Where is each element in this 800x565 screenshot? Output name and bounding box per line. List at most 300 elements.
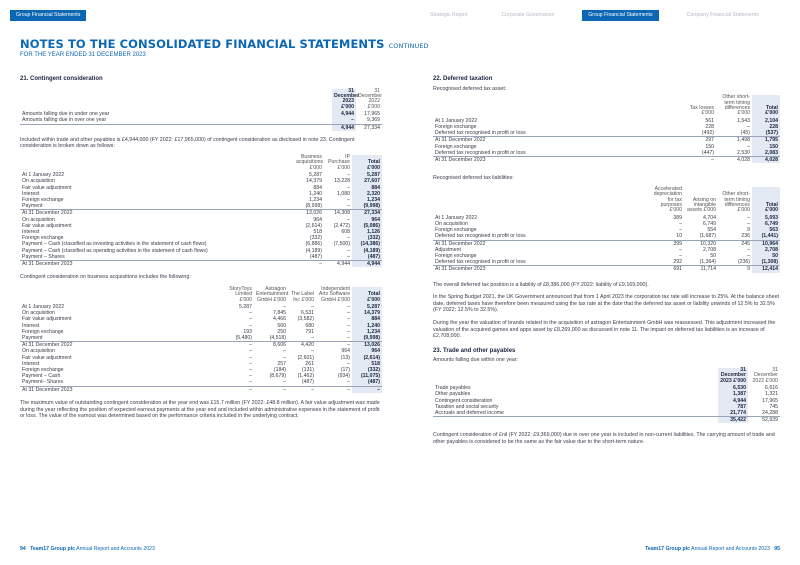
- note-22-para-2: In the Spring Budget 2021, the UK Government announced that from 1 April 2023 the corporation tax rate will increase to 25%. At the balance sheet date, deferred taxes have therefore been measured using the tax rate at the date that the deferred tax asset or liability unwinds of 12.5% to 32.5% (FY 2022: 12.5% to 32.5%).: [433, 294, 779, 314]
- contingent-breakdown-table: [20, 155, 382, 267]
- cell-value: (5,086): [352, 223, 382, 229]
- cell-value: 150: [705, 143, 714, 150]
- nav-group-financial-statements[interactable]: Group Financial Statements: [582, 10, 658, 21]
- cell-value: (13): [340, 354, 350, 361]
- column-header: Business acquisitions £'000: [296, 153, 324, 171]
- column-header: [20, 155, 294, 172]
- cell-value: 691: [648, 266, 684, 273]
- cell-value: 964: [352, 348, 382, 354]
- note-21: [20, 76, 382, 420]
- cell-value: –: [254, 386, 288, 393]
- cell-value: (332): [352, 367, 382, 373]
- row-label: At 1 January 2022: [435, 117, 478, 124]
- footer-left-page: 94: [20, 546, 26, 552]
- deferred-tax-liabilities-table: [433, 187, 780, 273]
- row-label: Deferred tax recognised in profit or loss: [435, 149, 526, 156]
- cell-value: 884: [352, 185, 382, 191]
- cell-value: 228: [705, 123, 714, 130]
- cell-value: (4,518): [269, 335, 286, 342]
- deferred-tax-asset-label: Recognised deferred tax asset:: [433, 85, 507, 92]
- cell-value: –: [686, 156, 716, 163]
- cell-value: –: [249, 310, 252, 317]
- business-acquisitions-table: [20, 287, 382, 393]
- cell-value: –: [347, 172, 350, 179]
- cell-value: 6,749: [703, 221, 716, 227]
- cell-value: 14,308: [324, 210, 352, 217]
- column-header: StoryToys Limited £'000: [229, 285, 252, 303]
- row-label: Payment – Shares: [22, 253, 65, 260]
- cell-value: 13,228: [334, 178, 350, 185]
- row-label: Interest: [22, 360, 40, 367]
- row-label: Interest: [22, 322, 40, 329]
- cell-value: –: [311, 335, 314, 342]
- row-label: On acquisition: [22, 178, 55, 185]
- row-label: Taxation and social security: [435, 403, 499, 410]
- cell-value: 787: [718, 404, 748, 410]
- row-label: Foreign exchange: [435, 227, 477, 234]
- cell-value: 399: [648, 240, 684, 247]
- row-label: Fair value adjustment: [22, 354, 72, 361]
- cell-value: 27,607: [352, 178, 382, 184]
- table-row: [433, 266, 780, 273]
- cell-value: –: [249, 373, 252, 380]
- trade-payables-table: [433, 368, 780, 423]
- nav-strategic-report[interactable]: Strategic Report: [430, 12, 468, 18]
- row-label: Trade payables: [435, 385, 471, 392]
- table-row: [433, 233, 780, 240]
- cell-value: (9,998): [352, 335, 382, 342]
- cell-value: (6,886): [305, 241, 322, 248]
- cell-value: (1,308): [752, 259, 780, 266]
- footer-left-company: Team17 Group plc: [30, 546, 75, 552]
- cell-value: (332): [352, 235, 382, 241]
- cell-value: (8,679): [269, 373, 286, 380]
- cell-value: 6,616: [765, 385, 778, 392]
- table-row: [20, 335, 382, 342]
- row-label: Payment: [22, 335, 43, 342]
- page-title: NOTES TO THE CONSOLIDATED FINANCIAL STATEMENTS CONTINUED: [20, 37, 429, 51]
- cell-value: 964: [352, 217, 382, 223]
- cell-value: 563: [752, 227, 780, 233]
- cell-value: 2,708: [703, 246, 716, 253]
- row-label: Foreign exchange: [22, 367, 64, 374]
- row-label: Amounts falling due in under one year: [22, 111, 110, 118]
- cell-value: –: [283, 354, 286, 361]
- row-label: Amounts falling due in over one year: [22, 117, 107, 124]
- cell-value: 6,531: [301, 310, 314, 317]
- cell-value: (492): [701, 130, 714, 137]
- cell-value: 17,965: [364, 111, 380, 118]
- cell-value: –: [747, 123, 750, 130]
- cell-value: (487): [309, 253, 322, 260]
- cell-value: –: [283, 379, 286, 386]
- column-header: 31 December 2023 £'000: [334, 87, 360, 110]
- cell-value: (14,386): [352, 241, 382, 247]
- cell-value: –: [226, 386, 254, 393]
- row-label: Deferred tax recognised in profit or loss: [435, 130, 526, 137]
- cell-value: 250: [277, 328, 286, 335]
- cell-value: 964: [313, 216, 322, 223]
- table-row: [433, 417, 780, 424]
- cell-value: 297: [686, 137, 716, 144]
- table-row: [20, 386, 382, 393]
- contingent-summary-table: [20, 89, 382, 131]
- row-label: Interest: [22, 229, 40, 235]
- cell-value: –: [249, 348, 252, 355]
- cell-value: 518: [352, 361, 382, 367]
- cell-value: (4,189): [305, 247, 322, 254]
- column-header: [20, 89, 332, 112]
- cell-value: 292: [673, 259, 682, 266]
- cell-value: (1,441): [752, 233, 780, 240]
- cell-value: 1,498: [716, 137, 752, 144]
- cell-value: –: [679, 246, 682, 253]
- cell-value: 4,420: [288, 342, 316, 349]
- table-row: [20, 342, 382, 349]
- row-label: Payment– Shares: [22, 379, 64, 386]
- cell-value: –: [679, 221, 682, 227]
- cell-value: 1,543: [737, 117, 750, 124]
- cell-value: 389: [673, 214, 682, 221]
- cell-value: 9: [718, 266, 752, 273]
- note-21-heading: 21. Contingent consideration: [20, 76, 103, 82]
- column-header: Total £'000: [352, 287, 382, 304]
- cell-value: 1,321: [765, 391, 778, 398]
- cell-value: –: [283, 304, 286, 311]
- cell-value: 1,387: [718, 391, 748, 397]
- table-row: [433, 130, 780, 137]
- cell-value: 50: [710, 253, 716, 260]
- row-label: Foreign exchange: [22, 196, 64, 203]
- deferred-tax-asset-table: [433, 95, 780, 163]
- cell-value: (236): [737, 259, 750, 266]
- table-row: [20, 261, 382, 268]
- cell-value: 50: [752, 253, 780, 259]
- cell-value: –: [283, 348, 286, 355]
- row-label: Accruals and deferred income: [435, 410, 504, 417]
- cell-value: 1,240: [309, 190, 322, 197]
- row-label: At 1 January 2022: [22, 304, 65, 311]
- table-row: [20, 117, 382, 124]
- row-label: At 31 December 2023: [20, 386, 226, 393]
- cell-value: 10,964: [752, 240, 780, 247]
- cell-value: 1,240: [352, 323, 382, 329]
- row-label: At 31 December 2023: [433, 156, 686, 163]
- cell-value: 4,704: [703, 214, 716, 221]
- cell-value: 5,287: [239, 304, 252, 311]
- cell-value: 13,026: [294, 210, 324, 217]
- cell-value: (447): [701, 149, 714, 156]
- cell-value: –: [747, 221, 750, 227]
- cell-value: 1,234: [352, 329, 382, 335]
- cell-value: 5,287: [352, 304, 382, 310]
- cell-value: 4,028: [752, 156, 780, 163]
- cell-value: 14,379: [352, 310, 382, 316]
- row-label: Payment – Cash (classified as operating activities in the statement of cash flows): [22, 247, 208, 254]
- cell-value: (1,462): [297, 373, 314, 380]
- cell-value: 518: [313, 229, 322, 235]
- cell-value: –: [311, 348, 314, 355]
- cell-value: –: [288, 386, 316, 393]
- cell-value: (5,480): [235, 335, 252, 342]
- cell-value: 791: [305, 328, 314, 335]
- cell-value: 2,083: [752, 150, 780, 157]
- row-label: At 31 December 2022: [433, 137, 686, 144]
- cell-value: 680: [305, 322, 314, 329]
- column-header: 31 December 2022 £'000: [752, 367, 778, 384]
- row-label: Foreign exchange: [435, 123, 477, 130]
- row-label: At 1 January 2022: [22, 172, 65, 179]
- cell-value: –: [352, 386, 382, 393]
- row-label: Foreign exchange: [22, 328, 64, 335]
- cell-value: 964: [341, 348, 350, 355]
- cell-value: 2,320: [352, 191, 382, 197]
- cell-value: 52,939: [748, 417, 780, 424]
- cell-value: 193: [243, 328, 252, 335]
- cell-value: 11,714: [684, 266, 718, 273]
- column-header: Other short-term timing differences £'000: [722, 94, 750, 117]
- row-label: Other payables: [435, 391, 471, 398]
- cell-value: 17,965: [762, 397, 778, 404]
- cell-value: (487): [352, 254, 382, 261]
- cell-value: –: [347, 335, 350, 342]
- column-header: Total £'000: [752, 95, 780, 118]
- row-label: Deferred tax recognised in profit or loss: [435, 259, 526, 266]
- payables-label: Amounts falling due within one year:: [433, 357, 519, 364]
- cell-value: 9: [747, 227, 750, 234]
- cell-value: (3,582): [297, 316, 314, 323]
- cell-value: (2,614): [352, 355, 382, 361]
- cell-value: (487): [352, 379, 382, 386]
- cell-value: 561: [705, 117, 714, 124]
- row-label: Deferred tax recognised in profit or loss: [435, 233, 526, 240]
- top-bar: [0, 0, 800, 22]
- column-header: Astragon Entertainment GmbH £'000: [256, 285, 289, 303]
- cell-value: –: [311, 304, 314, 311]
- cell-value: –: [679, 253, 682, 260]
- column-header: Accelerated depreciation for tax purposes £'000: [653, 185, 682, 214]
- column-header: [433, 368, 718, 385]
- cell-value: (11,075): [352, 373, 382, 379]
- cell-value: (2,472): [333, 222, 350, 229]
- column-header: [20, 287, 226, 304]
- row-label: On acquisition: [22, 216, 55, 223]
- cell-value: 24,288: [762, 410, 778, 417]
- cell-value: (537): [752, 130, 780, 137]
- cell-value: 35,422: [718, 417, 748, 424]
- cell-value: –: [347, 235, 350, 242]
- cell-value: 1,234: [352, 197, 382, 203]
- cell-value: –: [747, 214, 750, 221]
- cell-value: 13,026: [352, 342, 382, 349]
- cell-value: 257: [277, 360, 286, 367]
- cell-value: (332): [309, 235, 322, 242]
- cell-value: –: [679, 227, 682, 234]
- note-23-para-1: Contingent consideration of £nil (FY 2022: £9,369,000) due in over one year is included in non-current liabilities. The carrying amount of trade and other payables is considered to be the same as the fair value due to the short-term nature.: [433, 432, 775, 446]
- cell-value: –: [249, 360, 252, 367]
- cell-value: –: [347, 216, 350, 223]
- cell-value: 745: [769, 403, 778, 410]
- table-row: [20, 203, 382, 210]
- cell-value: –: [747, 246, 750, 253]
- cell-value: –: [347, 316, 350, 323]
- column-header: The Label Inc £'000: [290, 291, 314, 303]
- nav-company-financial-statements[interactable]: Company Financial Statements: [686, 12, 759, 18]
- cell-value: –: [347, 184, 350, 191]
- note-22: [433, 76, 780, 446]
- row-label: [20, 124, 332, 131]
- cell-value: 4,944: [324, 261, 352, 268]
- row-label: On acquisition: [22, 310, 55, 317]
- cell-value: (1,687): [699, 233, 716, 240]
- cell-value: 236: [741, 233, 750, 240]
- column-header: IP Purchase £'000: [328, 153, 350, 171]
- cell-value: –: [347, 253, 350, 260]
- cell-value: 884: [352, 316, 382, 322]
- table-row: [433, 410, 780, 417]
- cell-value: 10: [676, 233, 682, 240]
- column-header: Total £'000: [352, 155, 382, 172]
- cell-value: (131): [301, 367, 314, 374]
- table-row: [433, 259, 780, 266]
- row-label: Contingent consideration: [435, 397, 493, 404]
- table-row: [433, 240, 780, 247]
- row-label: At 31 December 2022: [433, 240, 648, 247]
- cell-value: –: [347, 328, 350, 335]
- cell-value: 12,414: [752, 266, 780, 273]
- cell-value: 261: [305, 360, 314, 367]
- cell-value: –: [332, 117, 356, 124]
- note-21-para-1: Included within trade and other payables is £4,944,000 (FY 2022: £17,965,000) of contingent consideration as disclosed in note 23. Contingent consideration is broken down as follows:: [20, 136, 355, 150]
- section-nav: [424, 10, 787, 21]
- row-label: Payment – Cash (classified as investing activities in the statement of cash flows): [22, 241, 207, 248]
- cell-value: 1,234: [309, 196, 322, 203]
- row-label: At 31 December 2023: [433, 266, 648, 273]
- cell-value: –: [347, 310, 350, 317]
- cell-value: 2,104: [752, 118, 780, 124]
- row-label: Payment – Cash: [22, 373, 61, 380]
- cell-value: 6,530: [718, 385, 748, 391]
- cell-value: –: [347, 247, 350, 254]
- row-label: Interest: [22, 190, 40, 197]
- cell-value: 7,845: [273, 310, 286, 317]
- deferred-tax-liabilities-label: Recognised deferred tax liabilities:: [433, 175, 514, 182]
- column-header: Arising on intangible assets £'000: [687, 196, 716, 214]
- column-header: [433, 95, 686, 118]
- column-header: Tax losses £'000: [689, 104, 714, 117]
- column-header: 31 December 2023 £'000: [718, 368, 748, 385]
- cell-value: (934): [337, 373, 350, 380]
- cell-value: 21,774: [718, 410, 748, 417]
- row-label: At 1 January 2022: [435, 214, 478, 221]
- row-label: At 31 December 2022: [20, 342, 226, 349]
- cell-value: 8,606: [254, 342, 288, 349]
- page-subtitle: FOR THE YEAR ENDED 31 DECEMBER 2023: [20, 52, 146, 58]
- cell-value: (45): [740, 130, 750, 137]
- row-label: At 31 December 2023: [20, 261, 294, 268]
- cell-value: 1,126: [352, 229, 382, 235]
- cell-value: 10,320: [684, 240, 718, 247]
- cell-value: (7,500): [333, 241, 350, 248]
- cell-value: –: [249, 322, 252, 329]
- row-label: Payment: [22, 203, 43, 210]
- table-row: [20, 254, 382, 261]
- cell-value: 150: [752, 144, 780, 150]
- cell-value: 2,708: [752, 247, 780, 253]
- cell-value: 6,749: [752, 221, 780, 227]
- cell-value: –: [347, 360, 350, 367]
- cell-value: 228: [752, 124, 780, 130]
- row-label: On acquisition: [435, 221, 468, 227]
- cell-value: (487): [301, 379, 314, 386]
- row-label: Adjustment: [435, 246, 461, 253]
- cell-value: 884: [313, 184, 322, 191]
- footer-right-company: Team17 Group plc: [645, 546, 690, 552]
- note-22-para-3: During the year the valuation of brands related to the acquisition of astragon Entertainment GmbH was reassessed. This adjustment increased the valuation of the acquired games and apps asset by £8,269,000 as discussed in note 11. The impact on deferred tax liabilities is an increase of £2,708,000.: [433, 320, 776, 340]
- note-22-para-1: The overall deferred tax position is a liability of £8,386,000 (FY 2022: liability of £9,169,000).: [433, 281, 649, 288]
- cell-value: (2,601): [297, 354, 314, 361]
- cell-value: –: [249, 316, 252, 323]
- cell-value: (4,189): [352, 248, 382, 254]
- cell-value: –: [747, 253, 750, 260]
- cell-value: –: [316, 342, 352, 349]
- row-label: At 31 December 2022: [20, 210, 294, 217]
- cell-value: (2,614): [305, 222, 322, 229]
- footer-right-doc: Annual Report and Accounts 2023: [691, 546, 770, 552]
- cell-value: 1,080: [337, 190, 350, 197]
- cell-value: 1,795: [752, 137, 780, 144]
- nav-corporate-governance[interactable]: Corporate Governance: [501, 12, 555, 18]
- row-label: Foreign exchange: [435, 253, 477, 260]
- cell-value: (1,364): [699, 259, 716, 266]
- footer-left-doc: Annual Report and Accounts 2023: [76, 546, 155, 552]
- table-row: [433, 150, 780, 157]
- row-label: [433, 417, 718, 424]
- footer-right: [645, 546, 780, 553]
- cell-value: –: [347, 304, 350, 311]
- cell-value: 27,334: [352, 210, 382, 217]
- cell-value: 554: [707, 227, 716, 234]
- page-title-continued: CONTINUED: [388, 42, 429, 50]
- cell-value: 5,287: [352, 172, 382, 178]
- row-label: Foreign exchange: [22, 235, 64, 242]
- cell-value: –: [347, 196, 350, 203]
- cell-value: –: [249, 379, 252, 386]
- cell-value: (9,998): [352, 203, 382, 210]
- cell-value: –: [747, 143, 750, 150]
- column-header: 31 December 2022 £'000: [358, 87, 382, 110]
- table-row: [433, 137, 780, 144]
- cell-value: 4,944: [332, 111, 356, 117]
- cell-value: 4,944: [332, 124, 356, 131]
- cell-value: 4,944: [352, 261, 382, 268]
- note-23-heading: 23. Trade and other payables: [433, 347, 516, 354]
- column-header: Independent Arts Software GmbH £'000: [318, 285, 350, 303]
- section-tab-left[interactable]: Group Financial Statements: [10, 10, 86, 21]
- cell-value: –: [226, 342, 254, 349]
- cell-value: –: [249, 367, 252, 374]
- cell-value: 14,379: [306, 178, 322, 185]
- row-label: Fair value adjustment: [22, 222, 72, 229]
- column-header: Other short-term timing differences £'000: [722, 191, 750, 214]
- column-header: Total £'000: [752, 187, 780, 215]
- cell-value: –: [347, 379, 350, 386]
- cell-value: (184): [273, 367, 286, 374]
- cell-value: 245: [718, 240, 752, 247]
- cell-value: 9,369: [367, 117, 380, 124]
- cell-value: 5,093: [752, 215, 780, 221]
- cell-value: 2,530: [737, 149, 750, 156]
